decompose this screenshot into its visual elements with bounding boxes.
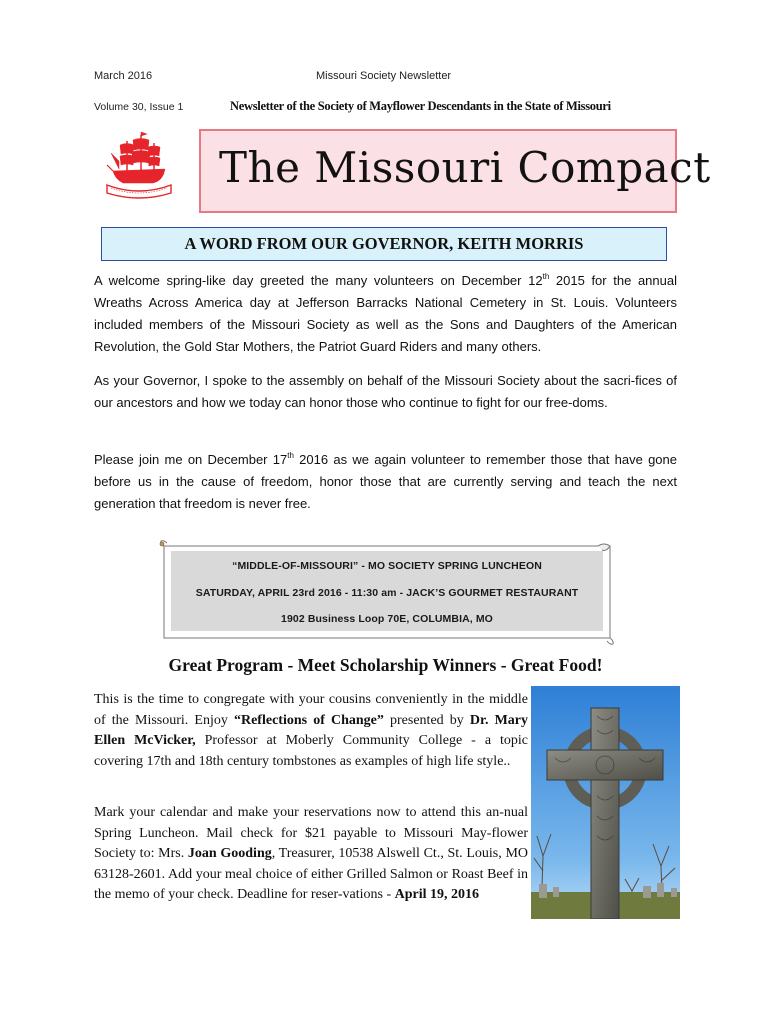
event-title: “MIDDLE-OF-MISSOURI” - MO SOCIETY SPRING LUNCHEON bbox=[232, 560, 542, 572]
governor-heading-box bbox=[101, 227, 667, 261]
mayflower-ship-seal-icon bbox=[105, 131, 173, 201]
newsletter-name: Missouri Society Newsletter bbox=[316, 70, 452, 82]
mayflower-logo bbox=[105, 131, 173, 201]
event-date-venue: SATURDAY, APRIL 23rd 2016 - 11:30 am - JACK’S GOURMET RESTAURANT bbox=[195, 587, 579, 599]
event-address: 1902 Business Loop 70E, COLUMBIA, MO bbox=[281, 613, 493, 625]
masthead-title: The Missouri Compact bbox=[219, 143, 711, 192]
governor-paragraph-1: A welcome spring-like day greeted the many volunteers on December 12th 2015 for the annual Wreaths Across America day at Jefferson Barracks National Cemetery in St. Louis. Volunteers included members of the Missouri Society as well as the Sons and Daughters of the American Revolution, the Gold Star Mothers, the Patriot Guard Riders and many others. bbox=[94, 272, 677, 354]
governor-heading: A WORD FROM OUR GOVERNOR, KEITH MORRIS bbox=[184, 234, 584, 253]
program-heading: Great Program - Meet Scholarship Winners - Great Food! bbox=[168, 655, 603, 675]
governor-paragraph-3: Please join me on December 17th 2016 as we again volunteer to remember those that have gone before us in the cause of freedom, honor those that are currently serving and teach the next generation that freedom is never free. bbox=[94, 451, 677, 511]
event-details bbox=[171, 551, 603, 631]
governor-paragraph-2: As your Governor, I spoke to the assembly on behalf of the Missouri Society about the sacri-fices of our ancestors and how we today can honor those who continue to fight for our free-doms. bbox=[94, 373, 677, 410]
masthead-banner bbox=[199, 129, 711, 213]
volume-issue: Volume 30, Issue 1 bbox=[94, 101, 184, 113]
celtic-cross-photo-icon bbox=[531, 686, 680, 919]
program-paragraph-2: Mark your calendar and make your reservations now to attend this an-nual Spring Luncheon. Mail check for $21 payable to Missouri May-flower Society to: Mrs. Joan Gooding, Treasurer, 10538 Alswell Ct., St. Louis, MO 63128-2601. Add your meal choice of either Grilled Salmon or Roast Beef in the memo of your check. Deadline for reser-vations - April 19, 2016 bbox=[94, 805, 528, 902]
program-paragraph-1: This is the time to congregate with your cousins conveniently in the middle of the Missouri. Enjoy “Reflections of Change” presented by Dr. Mary Ellen McVicker, Professor at Moberly Community College - a topic covering 17th and 18th century tombstones as examples of high life style.. bbox=[94, 692, 529, 769]
event-scroll-banner bbox=[158, 540, 616, 645]
issue-date: March 2016 bbox=[94, 70, 153, 82]
newsletter-tagline: Newsletter of the Society of Mayflower Descendants in the State of Missouri bbox=[230, 99, 611, 113]
celtic-cross-photo bbox=[531, 686, 680, 919]
